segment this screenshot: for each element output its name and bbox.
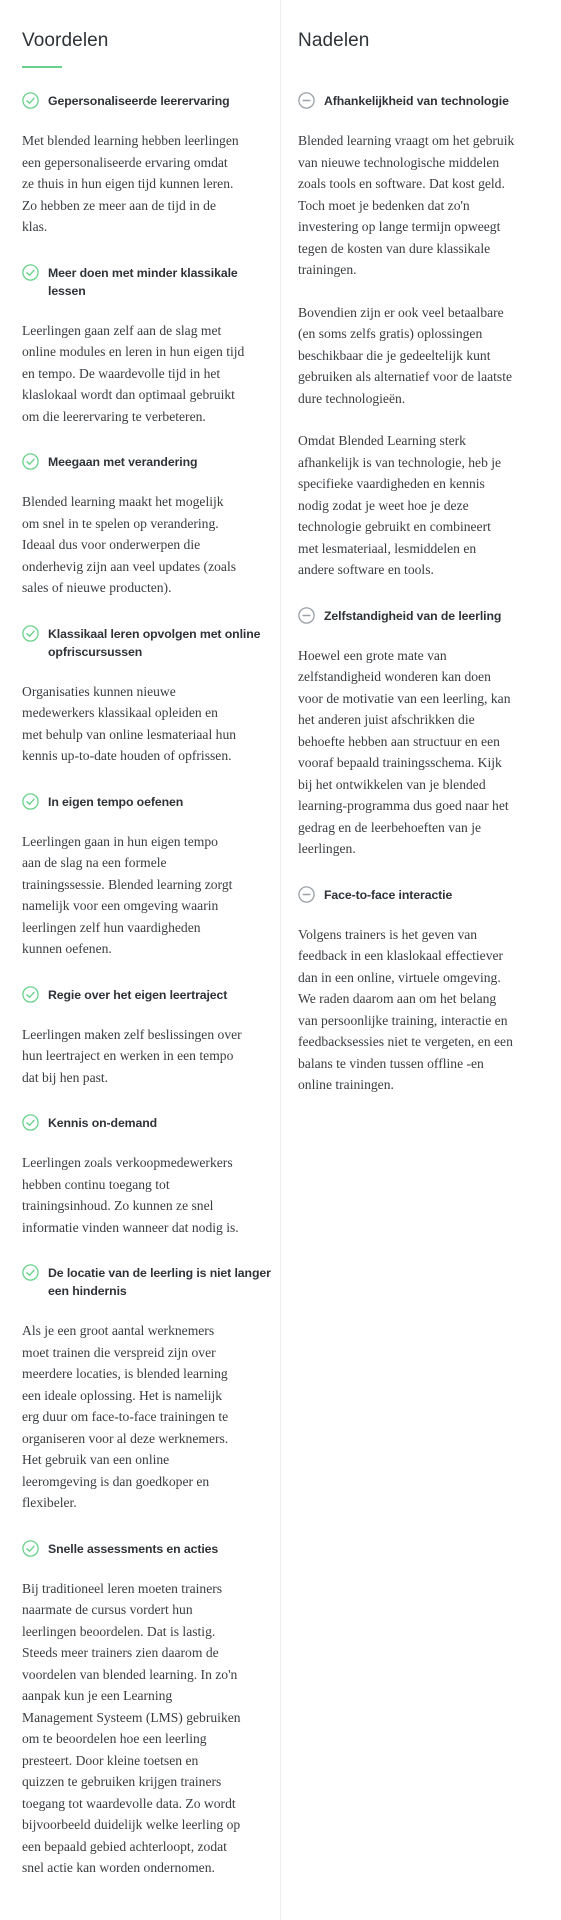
item-header: [22, 453, 284, 471]
pro-item: [22, 793, 284, 960]
check-circle-icon: [22, 92, 39, 109]
item-description: Bij traditioneel leren moeten trainers naarmate de cursus vordert hun leerlingen beoordelen. Dat is lastig. Steeds meer trainers zien daarom de voordelen van blended learning. In zo'n aanpak kun je een Learning Management Systeem (LMS) gebruiken om te beoordelen hoe een leerling presteert. Door kleine toetsen en quizzen te gebruiken krijgen trainers toegang tot waardevolle data. Zo wordt bijvoorbeeld duidelijk welke leerling op een bepaald gebied achterloopt, zodat snel actie kan worden ondernomen.: [22, 1580, 241, 1875]
item-header: [22, 92, 284, 110]
item-title: Snelle assessments en acties: [48, 1541, 219, 1556]
item-description: Leerlingen maken zelf beslissingen over hun leertraject en werken in een tempo dat bij hen past.: [22, 1026, 242, 1085]
item-description: Hoewel een grote mate van zelfstandigheid wonderen kan doen voor de motivatie van een leerling, kan het anderen juist afschrikken die behoefte hebben aan structuur en een vooraf bepaald trainingsschema. Kijk bij het ontwikkelen van je blended learning-programma dus goed naar het gedrag en de leerbehoeften van je leerlingen.: [298, 647, 511, 856]
pros-column: [22, 0, 284, 1879]
pro-item: [22, 92, 284, 238]
item-description: Volgens trainers is het geven van feedback in een klaslokaal effectiever dan in een online, virtuele omgeving. We raden daarom aan om het belang van persoonlijke training, interactie en feedbacksessies niet te vergeten, en een balans te vinden tussen offline -en online trainingen.: [298, 926, 513, 1092]
item-header: [22, 793, 284, 811]
item-header: [298, 607, 548, 625]
item-header: [22, 625, 284, 661]
item-header: [22, 264, 284, 300]
cons-heading: Nadelen: [298, 30, 370, 51]
item-description: Bovendien zijn er ook veel betaalbare (en soms zelfs gratis) oplossingen beschikbaar die je gedeeltelijk kunt gebruiken als alternatief voor de laatste dure technologieën.: [298, 304, 513, 406]
item-header: [22, 1264, 284, 1300]
item-description: Organisaties kunnen nieuwe medewerkers klassikaal opleiden en met behulp van online lesmateriaal hun kennis up-to-date houden of opfrissen.: [22, 683, 237, 763]
pros-heading: Voordelen: [22, 30, 109, 51]
check-circle-icon: [22, 264, 39, 281]
item-title: Klassikaal leren opvolgen met online opfriscursussen: [48, 626, 261, 659]
item-title: Afhankelijkheid van technologie: [324, 94, 509, 108]
item-description: Leerlingen gaan zelf aan de slag met online modules en leren in hun eigen tijd en tempo. De waardevolle tijd in het klaslokaal wordt dan optimaal gebruikt om die leerervaring te verbeteren.: [22, 322, 245, 424]
item-title: Regie over het eigen leertraject: [48, 987, 228, 1002]
pro-item: [22, 1264, 284, 1514]
item-title: Kennis on-demand: [48, 1116, 158, 1130]
item-description: Omdat Blended Learning sterk afhankelijk is van technologie, heb je specifieke vaardigheden en kennis nodig zodat je weet hoe je deze technologie gebruikt en combineert met lesmateriaal, lesmiddelen en andere software en tools.: [298, 433, 502, 577]
item-title: Face-to-face interactie: [324, 887, 453, 902]
item-header: [22, 986, 284, 1004]
con-item: [298, 92, 548, 581]
check-circle-icon: [22, 453, 39, 470]
item-title: Meer doen met minder klassikale lessen: [48, 265, 238, 298]
item-title: Zelfstandigheid van de leerling: [324, 608, 502, 623]
item-header: [298, 92, 548, 110]
minus-circle-icon: [298, 607, 315, 624]
heading-underline: [22, 66, 62, 68]
pro-item: [22, 986, 284, 1089]
item-title: In eigen tempo oefenen: [48, 794, 184, 809]
item-description: Blended learning vraagt om het gebruik van nieuwe technologische middelen zoals tools en software. Dat kost geld. Toch moet je bedenken dat zo'n investering op lange termijn opweegt tegen de kosten van dure klassikale trainingen.: [298, 133, 515, 277]
con-item: [298, 607, 548, 860]
item-header: [22, 1114, 284, 1132]
item-title: Gepersonaliseerde leerervaring: [48, 94, 230, 108]
pro-item: [22, 1540, 284, 1879]
pro-item: [22, 453, 284, 599]
check-circle-icon: [22, 1540, 39, 1557]
minus-circle-icon: [298, 886, 315, 903]
item-description: Blended learning maakt het mogelijk om snel in te spelen op verandering. Ideaal dus voor onderwerpen die onderhevig zijn aan veel updates (zoals sales of nieuwe producten).: [22, 494, 237, 595]
check-circle-icon: [22, 986, 39, 1003]
item-description: Leerlingen gaan in hun eigen tempo aan de slag na een formele trainingssessie. Blended learning zorgt namelijk voor een omgeving waarin leerlingen zelf hun vaardigheden kunnen oefenen.: [22, 833, 233, 956]
item-header: [298, 886, 548, 904]
pro-item: [22, 264, 284, 428]
cons-column: [298, 0, 548, 1096]
minus-circle-icon: [298, 92, 315, 109]
pro-item: [22, 625, 284, 767]
check-circle-icon: [22, 1264, 39, 1281]
pro-item: [22, 1114, 284, 1238]
check-circle-icon: [22, 1114, 39, 1131]
item-description: Leerlingen zoals verkoopmedewerkers hebben continu toegang tot trainingsinhoud. Zo kunnen ze snel informatie vinden wanneer dat nodig is.: [22, 1155, 239, 1235]
item-title: Meegaan met verandering: [48, 455, 198, 469]
item-title: De locatie van de leerling is niet langer een hindernis: [48, 1266, 271, 1298]
check-circle-icon: [22, 625, 39, 642]
con-item: [298, 886, 548, 1096]
item-description: Met blended learning hebben leerlingen een gepersonaliseerde ervaring omdat ze thuis in hun eigen tijd kunnen leren. Zo hebben ze meer aan de tijd in de klas.: [22, 133, 239, 234]
item-header: [22, 1540, 284, 1558]
check-circle-icon: [22, 793, 39, 810]
item-description: Als je een groot aantal werknemers moet trainen die verspreid zijn over meerdere locaties, is blended learning een ideale oplossing. Het is namelijk erg duur om face-to-face trainingen te organiseren voor al deze werknemers. Het gebruik van een online leeromgeving is dan goedkoper en flexibeler.: [22, 1323, 229, 1510]
